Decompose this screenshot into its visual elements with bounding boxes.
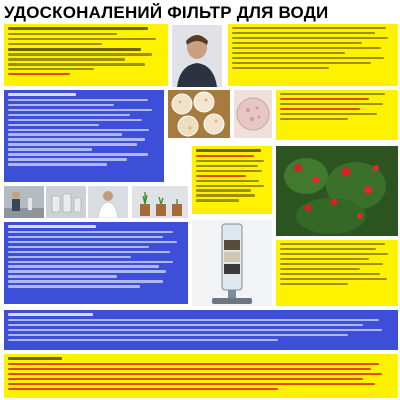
filter-apparatus-photo — [192, 220, 272, 306]
poster-title: УДОСКОНАЛЕНИЙ ФІЛЬТР ДЛЯ ВОДИ — [4, 3, 329, 22]
tasks-panel — [4, 90, 164, 182]
author-info-panel — [4, 24, 168, 86]
conclusions-panel — [4, 354, 398, 398]
petri-dishes-photo — [168, 90, 230, 138]
researcher-photo — [88, 186, 128, 218]
relevance-panel — [228, 24, 398, 86]
author-portrait — [172, 25, 222, 87]
flowering-plant-photo — [276, 146, 398, 236]
sample-jars-photo — [46, 186, 86, 218]
conclusion-note-panel — [276, 90, 398, 140]
experiment-panel — [4, 310, 398, 350]
filter-layers-panel — [276, 240, 398, 306]
filter-design-panel — [4, 222, 188, 304]
bacteria-culture-photo — [234, 90, 272, 138]
antibacterial-panel — [192, 146, 272, 214]
lab-experiment-photo — [4, 186, 44, 218]
plant-pots-photo — [132, 186, 188, 218]
